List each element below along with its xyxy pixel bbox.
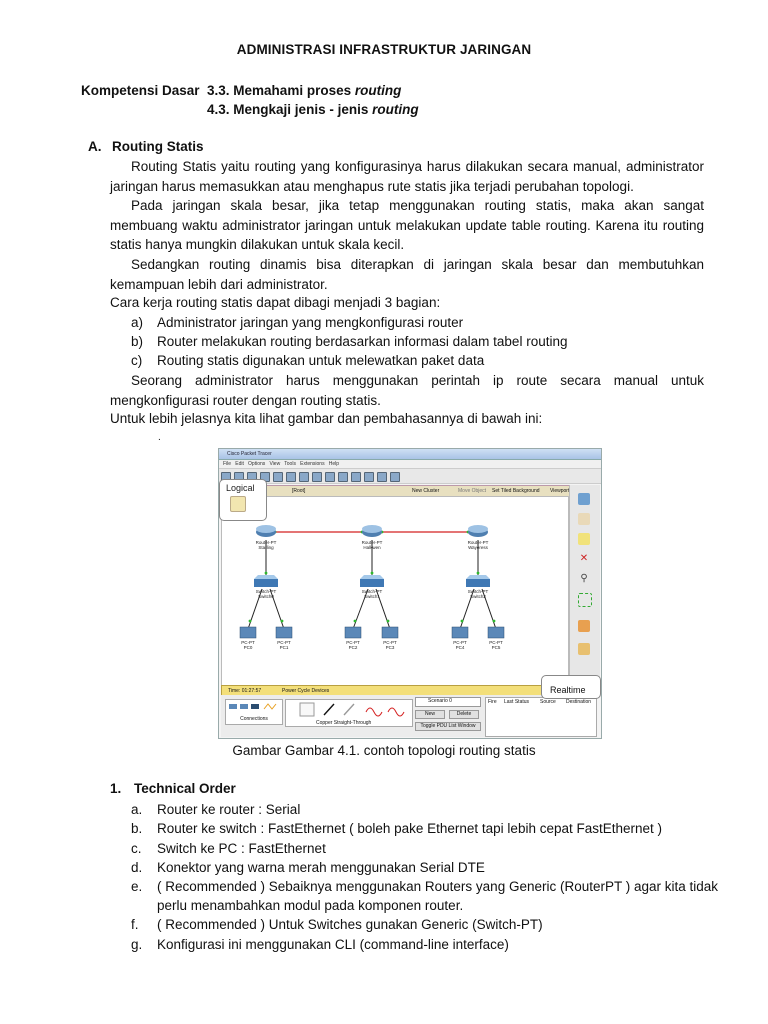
list-marker: d.	[131, 860, 143, 875]
menu-bar	[219, 460, 601, 469]
list-text: Router ke switch : FastEthernet ( boleh pake Ethernet tapi lebih cepat FastEthernet )	[157, 821, 663, 836]
select-icon[interactable]	[578, 493, 590, 505]
realtime-label: Realtime	[550, 685, 586, 695]
list-text: Router melakukan routing berdasarkan informasi dalam tabel routing	[157, 334, 568, 349]
pc-icon[interactable]	[345, 627, 361, 638]
pc-label: PC-PT	[241, 640, 255, 645]
pc-label: PC-PT	[346, 640, 360, 645]
list-marker: e.	[131, 879, 143, 894]
set-background-button[interactable]: Set Tiled Background	[492, 488, 540, 494]
window-titlebar	[219, 449, 601, 460]
menu-options[interactable]: Options	[248, 461, 266, 467]
zoom-out-icon[interactable]	[364, 472, 374, 482]
list-text: Administrator jaringan yang mengkonfigurasi router	[157, 315, 464, 330]
kompetensi-text-1: Memahami proses	[233, 83, 355, 98]
router-name: Halkwen	[363, 545, 381, 550]
switch-icon[interactable]	[254, 575, 278, 587]
pc-label: PC-PT	[489, 640, 503, 645]
cable-selector[interactable]	[285, 699, 413, 727]
subheading-technical-order	[110, 781, 236, 796]
note-icon[interactable]	[578, 533, 590, 545]
resize-shape-icon[interactable]	[578, 620, 590, 632]
kompetensi-em-1: routing	[354, 83, 402, 98]
menu-help[interactable]: Help	[328, 461, 340, 467]
menu-extensions[interactable]: Extensions	[300, 461, 325, 467]
topology-diagram	[222, 497, 568, 685]
topology-canvas[interactable]	[221, 496, 569, 686]
pc-name: PC1	[279, 645, 289, 650]
paragraph-1: Routing Statis yaitu routing yang konfigurasinya harus dilakukan secara manual, administrator jaringan harus memasukkan atau menghapus rute statis jika terjadi perubahan topologi.	[110, 159, 704, 194]
device-panel	[221, 695, 597, 737]
pc-icon[interactable]	[452, 627, 468, 638]
device-category-box[interactable]	[225, 699, 283, 725]
list-text: Router ke router : Serial	[157, 802, 301, 817]
list-text: Konfigurasi ini menggunakan CLI (command-line interface)	[157, 937, 509, 952]
list-marker: c)	[131, 353, 143, 368]
switch-label: Switch-PT	[255, 589, 277, 594]
list-text: Konektor yang warna merah menggunakan Serial DTE	[157, 860, 485, 875]
kompetensi-item-1	[207, 83, 401, 98]
list-item-continuation: perlu menambahkan modul pada komponen router.	[157, 898, 464, 913]
switch-icon[interactable]	[466, 575, 490, 587]
menu-tools[interactable]: Tools	[284, 461, 296, 467]
list-marker: b)	[131, 334, 144, 349]
pc-icon[interactable]	[382, 627, 398, 638]
toggle-pdu-button[interactable]: Toggle PDU List Window	[415, 722, 481, 731]
delete-icon[interactable]: ✕	[579, 553, 589, 564]
draw-shape-icon[interactable]	[578, 593, 592, 607]
list-marker: a)	[131, 315, 144, 330]
list-item	[131, 858, 485, 878]
right-tool-sidebar	[569, 485, 600, 685]
cable-type-label: Copper Straight-Through	[316, 720, 372, 726]
inspect-icon[interactable]: ⚲	[580, 573, 588, 584]
list-item	[131, 332, 567, 352]
switch-label: Switch-PT	[467, 589, 489, 594]
list-marker: c.	[131, 841, 142, 856]
paragraph-2: Pada jaringan skala besar, jika tetap menggunakan routing statis, maka akan sangat membuang waktu administrator jaringan untuk melakukan update table routing. Karena itu routing statis hanya mungkin dilakukan untuk skala kecil.	[110, 198, 704, 252]
logical-label: Logical	[226, 483, 255, 493]
pc-name: PC3	[385, 645, 395, 650]
paragraph-6: Untuk lebih jelasnya kita lihat gambar dan pembahasannya di bawah ini:	[110, 411, 543, 426]
pc-name: PC5	[491, 645, 501, 650]
pc-icon[interactable]	[276, 627, 292, 638]
switch-icon[interactable]	[360, 575, 384, 587]
pc-label: PC-PT	[453, 640, 467, 645]
paragraph-4: Cara kerja routing statis dapat dibagi menjadi 3 bagian:	[110, 295, 441, 310]
time-readout: Time: 01:27:57	[228, 688, 262, 694]
list-item	[131, 313, 463, 333]
cable-icons	[286, 700, 412, 718]
figure-caption: Gambar Gambar 4.1. contoh topologi routing statis	[232, 743, 536, 758]
pdu-col-status: Last Status	[504, 699, 530, 705]
pc-icon[interactable]	[488, 627, 504, 638]
list-item	[131, 800, 300, 820]
delete-scenario-button[interactable]: Delete	[449, 710, 479, 719]
section-a-title: Routing Statis	[112, 139, 204, 154]
list-marker: b.	[131, 821, 143, 836]
section-a-label: A.	[88, 139, 102, 154]
router-label: Router-PT	[467, 540, 489, 545]
copy-icon[interactable]	[299, 472, 309, 482]
logical-workspace-tab[interactable]	[219, 479, 267, 521]
custom-device-icon[interactable]	[390, 472, 400, 482]
list-text: Switch ke PC : FastEthernet	[157, 841, 326, 856]
kompetensi-item-2	[207, 102, 419, 117]
router-icon[interactable]	[468, 525, 488, 537]
kompetensi-em-2: routing	[372, 102, 419, 117]
list-text: ( Recommended ) Sebaiknya menggunakan Routers yang Generic (RouterPT ) agar kita tidak	[157, 879, 719, 894]
list-text: Routing statis digunakan untuk melewatkan paket data	[157, 353, 485, 368]
pc-label: PC-PT	[277, 640, 291, 645]
main-toolbar	[219, 469, 601, 484]
network-info-icon[interactable]	[286, 472, 296, 482]
menu-view[interactable]: View	[269, 461, 281, 467]
list-text: ( Recommended ) Untuk Switches gunakan Generic (Switch-PT)	[157, 917, 543, 932]
new-cluster-button[interactable]: New Cluster	[412, 488, 440, 494]
router-label: Router-PT	[361, 540, 383, 545]
move-layout-icon[interactable]	[578, 513, 590, 525]
wizard-icon[interactable]	[273, 472, 283, 482]
paragraph-3: Sedangkan routing dinamis bisa diterapkan di jaringan skala besar dan membutuhkan kemampuan lebih dari administrator.	[110, 257, 704, 292]
list-marker: f.	[131, 917, 139, 932]
redo-icon[interactable]	[338, 472, 348, 482]
list-item	[131, 935, 509, 955]
router-icon[interactable]	[256, 525, 276, 537]
list-item	[131, 819, 662, 839]
switch-name: Switch0	[258, 594, 274, 599]
root-label[interactable]: [Root]	[292, 488, 306, 494]
kompetensi-label: Kompetensi Dasar	[81, 83, 200, 98]
logical-icon	[230, 496, 246, 512]
switch-name: Switch2	[470, 594, 486, 599]
subheading-title: Technical Order	[134, 781, 236, 796]
switch-label: Switch-PT	[361, 589, 383, 594]
subheading-number: 1.	[110, 781, 122, 796]
kompetensi-num-2: 4.3.	[207, 102, 230, 117]
window-title: Cisco Packet Tracer	[227, 451, 272, 457]
add-pdu-icon[interactable]	[578, 643, 590, 655]
palette-icon[interactable]	[377, 472, 387, 482]
document-title: ADMINISTRASI INFRASTRUKTUR JARINGAN	[236, 42, 532, 57]
zoom-in-icon[interactable]	[351, 472, 361, 482]
list-marker: g.	[131, 937, 143, 952]
viewport-button[interactable]: Viewport	[550, 488, 570, 494]
router-name: Starling	[258, 545, 274, 550]
pc-name: PC2	[348, 645, 358, 650]
switch-name: Switch1	[364, 594, 380, 599]
pc-icon[interactable]	[240, 627, 256, 638]
paragraph-5: Seorang administrator harus menggunakan perintah ip route secara manual untuk mengkonfigurasi router dengan routing statis.	[110, 373, 704, 408]
router-icon[interactable]	[362, 525, 382, 537]
scenario-select[interactable]: Scenario 0	[415, 697, 481, 707]
list-item	[131, 351, 484, 371]
pc-label: PC-PT	[383, 640, 397, 645]
realtime-mode-tab[interactable]	[541, 675, 601, 699]
pdu-list	[485, 697, 597, 737]
pc-name: PC4	[455, 645, 465, 650]
router-label: Router-PT	[255, 540, 277, 545]
list-item	[131, 915, 543, 935]
paste-icon[interactable]	[312, 472, 322, 482]
stray-dot: .	[158, 432, 161, 443]
undo-icon[interactable]	[325, 472, 335, 482]
router-name: Wayeress	[468, 545, 488, 550]
list-marker: a.	[131, 802, 143, 817]
list-item	[131, 839, 326, 859]
menu-file[interactable]: File	[223, 461, 232, 467]
pdu-col-destination: Destination	[566, 699, 592, 705]
scenario-panel	[415, 697, 481, 735]
new-scenario-button[interactable]: New	[415, 710, 445, 719]
pdu-col-source: Source	[540, 699, 556, 705]
list-item	[131, 877, 718, 897]
section-heading-a	[88, 139, 204, 154]
menu-edit[interactable]: Edit	[235, 461, 244, 467]
kompetensi-text-2: Mengkaji jenis - jenis	[233, 102, 373, 117]
pdu-col-fire: Fire	[488, 699, 497, 705]
pc-name: PC0	[243, 645, 253, 650]
kompetensi-num-1: 3.3.	[207, 83, 230, 98]
power-cycle-button[interactable]: Power Cycle Devices	[282, 688, 330, 694]
packet-tracer-screenshot	[218, 448, 602, 739]
connections-label: Connections	[240, 716, 268, 722]
move-object-button[interactable]: Move Object	[458, 488, 487, 494]
device-category-icons	[226, 700, 282, 714]
